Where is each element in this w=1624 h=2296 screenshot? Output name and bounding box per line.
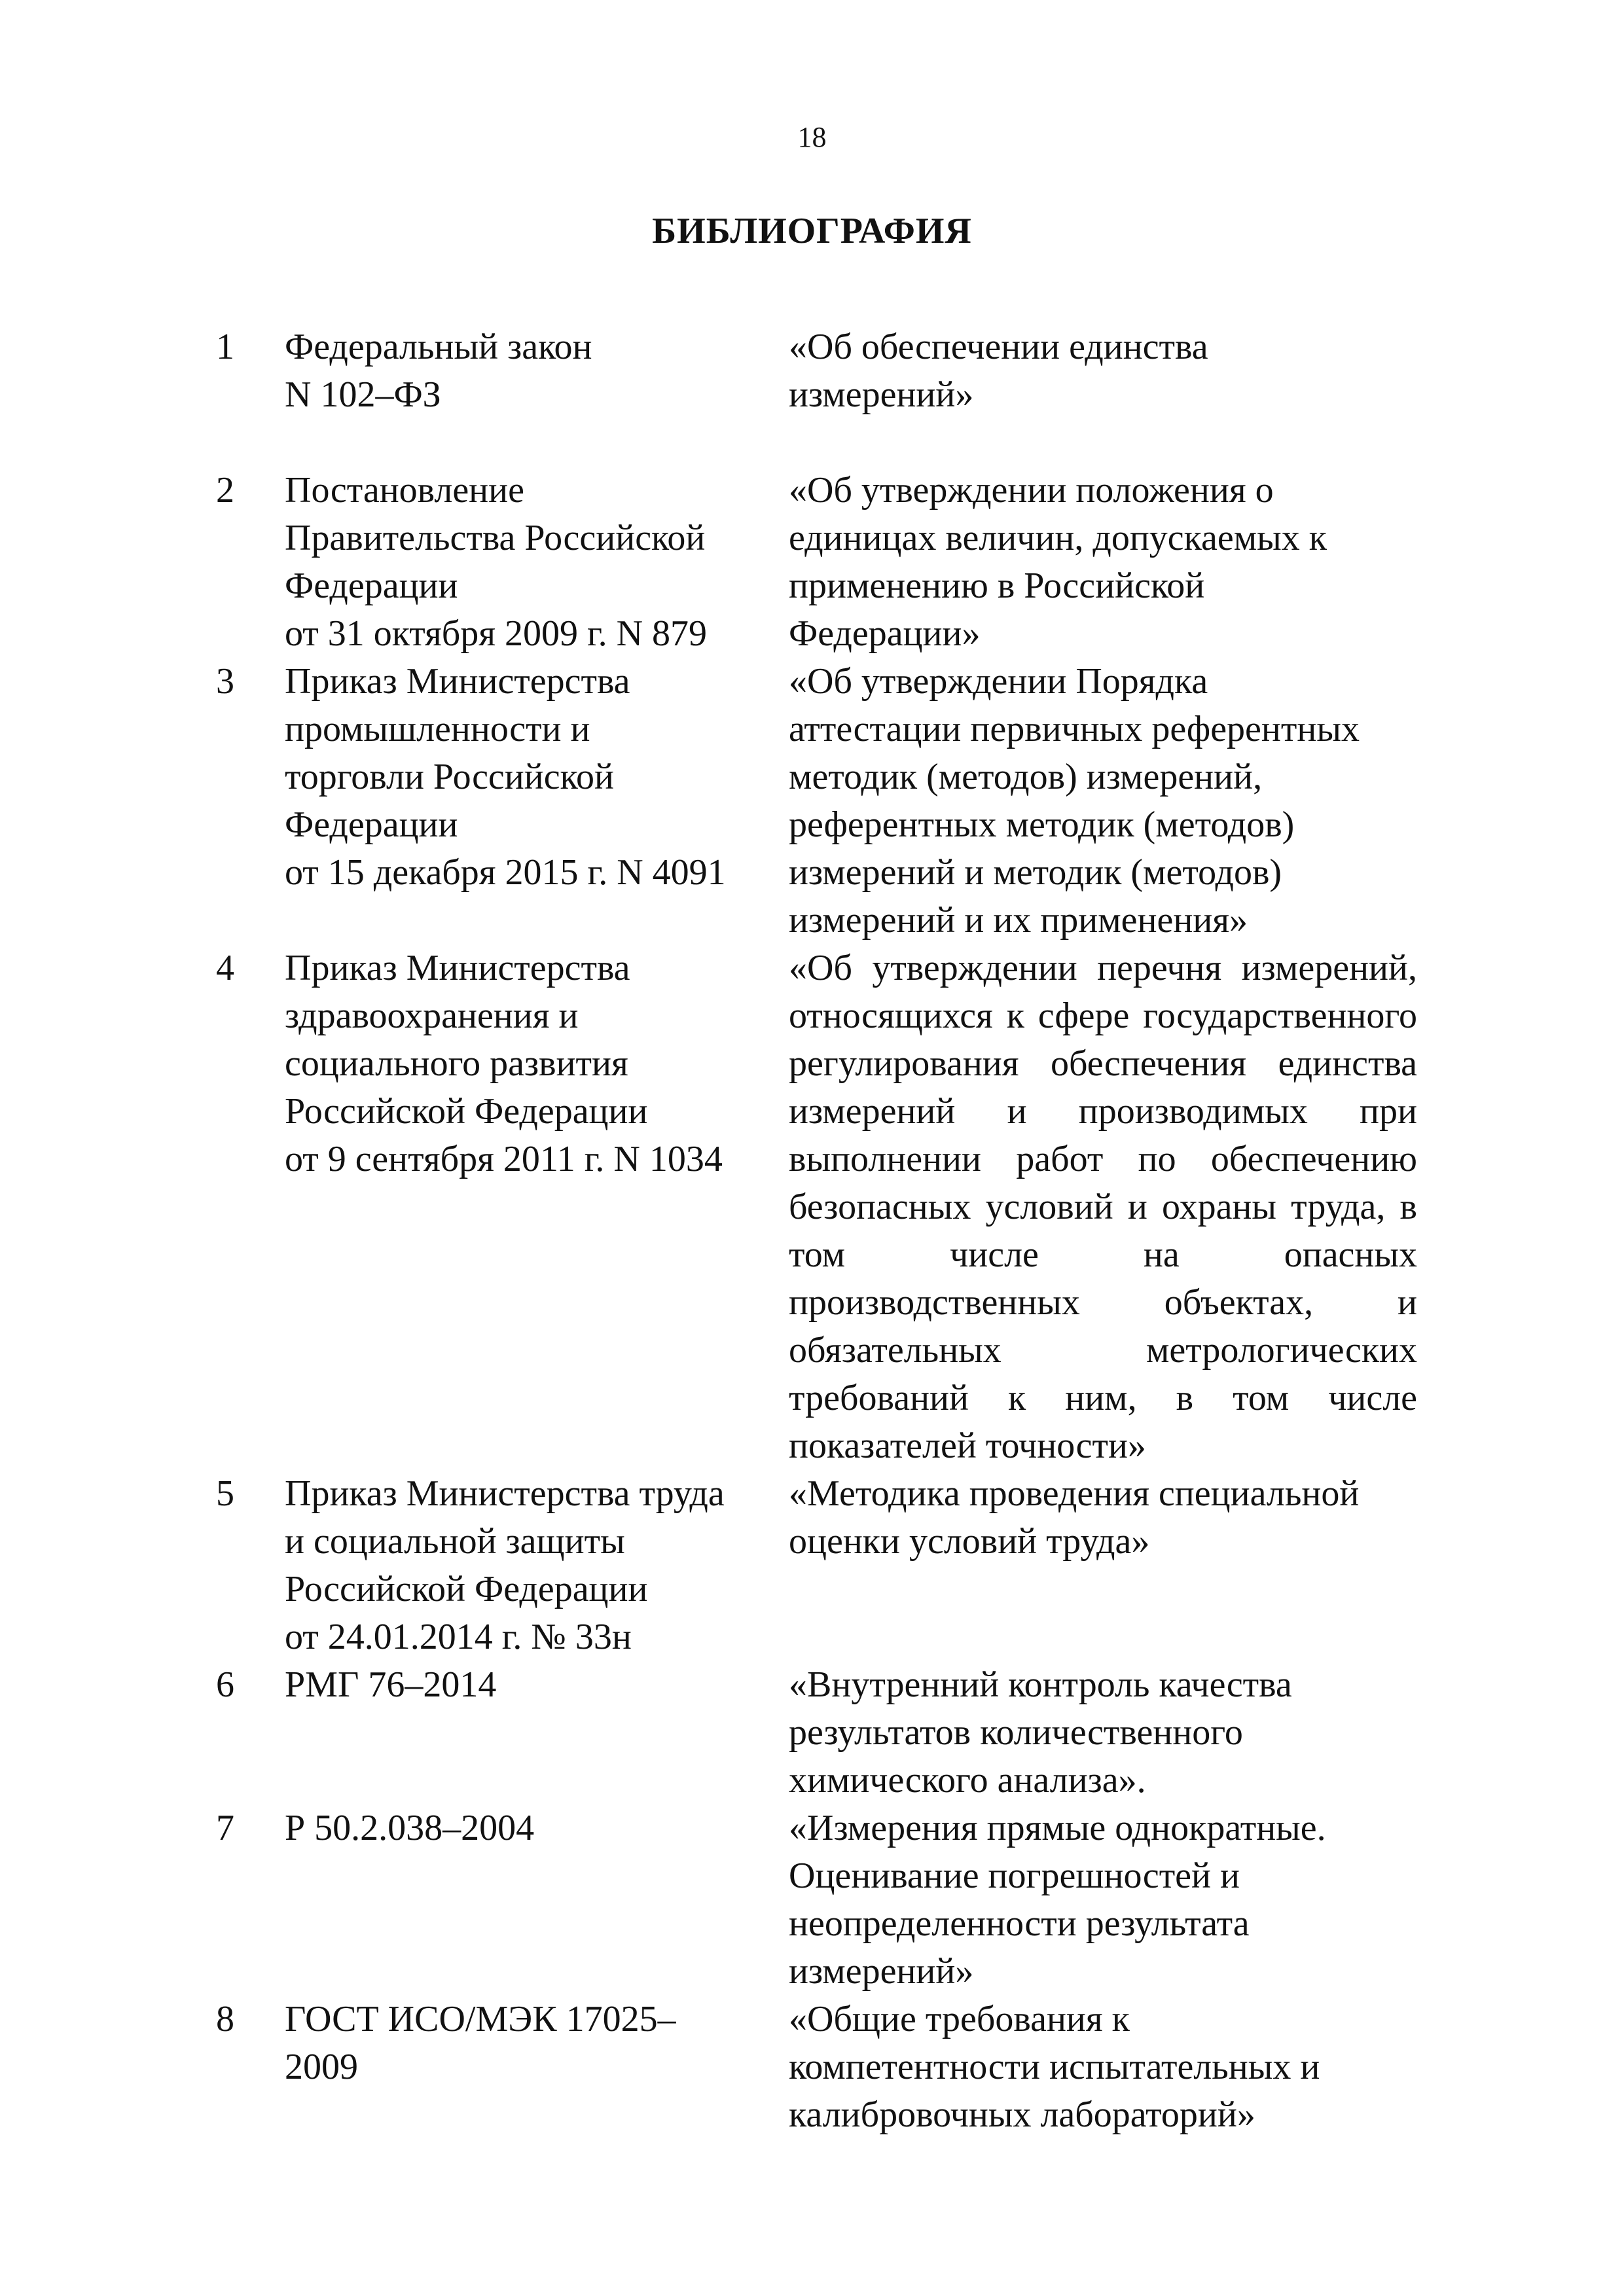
description-line: измерений» — [789, 374, 974, 415]
document-line: 2009 — [285, 2047, 358, 2087]
entry-description — [789, 658, 1417, 944]
document-line: Федерации — [285, 565, 458, 606]
entry-document — [285, 1661, 789, 1709]
page-title: БИБЛИОГРАФИЯ — [652, 211, 972, 251]
description-line: «Общие требования к — [789, 1999, 1130, 2039]
bibliography-list — [216, 323, 1417, 2139]
entry-number: 8 — [216, 1999, 234, 2039]
description-line: референтных методик (методов) — [789, 804, 1295, 845]
entry-document — [285, 1470, 789, 1661]
description-line: аттестации первичных референтных — [789, 709, 1360, 749]
entry-description — [789, 467, 1417, 658]
description-line: Оценивание погрешностей и — [789, 1856, 1240, 1896]
document-line: Приказ Министерства труда — [285, 1473, 725, 1514]
bibliography-entry-4 — [216, 944, 1417, 1470]
document-line: Постановление — [285, 470, 524, 511]
entry-number: 2 — [216, 470, 234, 511]
entry-description — [789, 323, 1417, 419]
description-line: измерений и методик (методов) — [789, 852, 1282, 893]
description-line: результатов количественного — [789, 1712, 1243, 1753]
document-line: Приказ Министерства — [285, 661, 630, 702]
entry-document — [285, 467, 789, 658]
description-line: оценки условий труда» — [789, 1521, 1150, 1562]
bibliography-entry-5 — [216, 1470, 1417, 1661]
document-line: торговли Российской — [285, 757, 614, 797]
description-line: измерений и их применения» — [789, 900, 1248, 941]
entry-document — [285, 658, 789, 897]
entry-document — [285, 944, 789, 1183]
entry-description — [789, 1804, 1417, 1996]
entry-number: 4 — [216, 948, 234, 988]
document-line: Приказ Министерства — [285, 948, 630, 988]
document-line: и социальной защиты — [285, 1521, 625, 1562]
description-line: Федерации» — [789, 613, 981, 654]
document-line: от 9 сентября 2011 г. N 1034 — [285, 1139, 723, 1179]
description-line: неопределенности результата — [789, 1903, 1250, 1944]
description-line: методик (методов) измерений, — [789, 757, 1263, 797]
document-line: Российской Федерации — [285, 1569, 648, 1609]
entry-description — [789, 1996, 1417, 2139]
document-line: социального развития — [285, 1043, 628, 1084]
document-line: Правительства Российской — [285, 518, 706, 558]
description-line: калибровочных лабораторий» — [789, 2094, 1255, 2135]
document-line: РМГ 76–2014 — [285, 1664, 497, 1705]
description-line: единицах величин, допускаемых к — [789, 518, 1327, 558]
description-line: «Измерения прямые однократные. — [789, 1808, 1326, 1848]
description-line: химического анализа». — [789, 1760, 1146, 1801]
document-line: от 15 декабря 2015 г. N 4091 — [285, 852, 726, 893]
document-line: Российской Федерации — [285, 1091, 648, 1132]
document-line: промышленности и — [285, 709, 590, 749]
entry-number: 1 — [216, 327, 234, 367]
entry-document — [285, 1996, 789, 2091]
document-line: Р 50.2.038–2004 — [285, 1808, 535, 1848]
bibliography-entry-2 — [216, 467, 1417, 658]
bibliography-entry-8 — [216, 1996, 1417, 2139]
bibliography-entry-7 — [216, 1804, 1417, 1996]
description-line: «Внутренний контроль качества — [789, 1664, 1292, 1705]
bibliography-entry-6 — [216, 1661, 1417, 1804]
entry-number: 3 — [216, 661, 234, 702]
entry-document — [285, 1804, 789, 1852]
entry-number: 6 — [216, 1664, 234, 1705]
entry-description: «Об утверждении перечня измерений, относящихся к сфере государственного регулирования обеспечения единства измерений и производимых при выполнении работ по обеспечению безопасных условий и охраны труда, в том числе на опасных производственных объектах, и обязательных метрологических требований к ним, в том числе показателей точности» — [789, 948, 1417, 1466]
description-line: «Методика проведения специальной — [789, 1473, 1360, 1514]
document-line: здравоохранения и — [285, 996, 579, 1036]
document-line: ГОСТ ИСО/МЭК 17025– — [285, 1999, 676, 2039]
entry-description — [789, 1661, 1417, 1804]
document-line: Федерации — [285, 804, 458, 845]
description-line: «Об утверждении положения о — [789, 470, 1274, 511]
description-line: применению в Российской — [789, 565, 1205, 606]
description-line: «Об утверждении Порядка — [789, 661, 1208, 702]
document-line: от 31 октября 2009 г. N 879 — [285, 613, 708, 654]
description-line: измерений» — [789, 1951, 974, 1992]
entry-description — [789, 1470, 1417, 1566]
document-line: Федеральный закон — [285, 327, 592, 367]
entry-document — [285, 323, 789, 419]
document-line: от 24.01.2014 г. № 33н — [285, 1617, 632, 1657]
document-line: N 102–ФЗ — [285, 374, 441, 415]
description-line: компетентности испытательных и — [789, 2047, 1320, 2087]
page-number: 18 — [797, 121, 827, 153]
entry-number: 5 — [216, 1473, 234, 1514]
bibliography-entry-1 — [216, 323, 1417, 419]
bibliography-entry-3 — [216, 658, 1417, 944]
description-line: «Об обеспечении единства — [789, 327, 1208, 367]
entry-number: 7 — [216, 1808, 234, 1848]
